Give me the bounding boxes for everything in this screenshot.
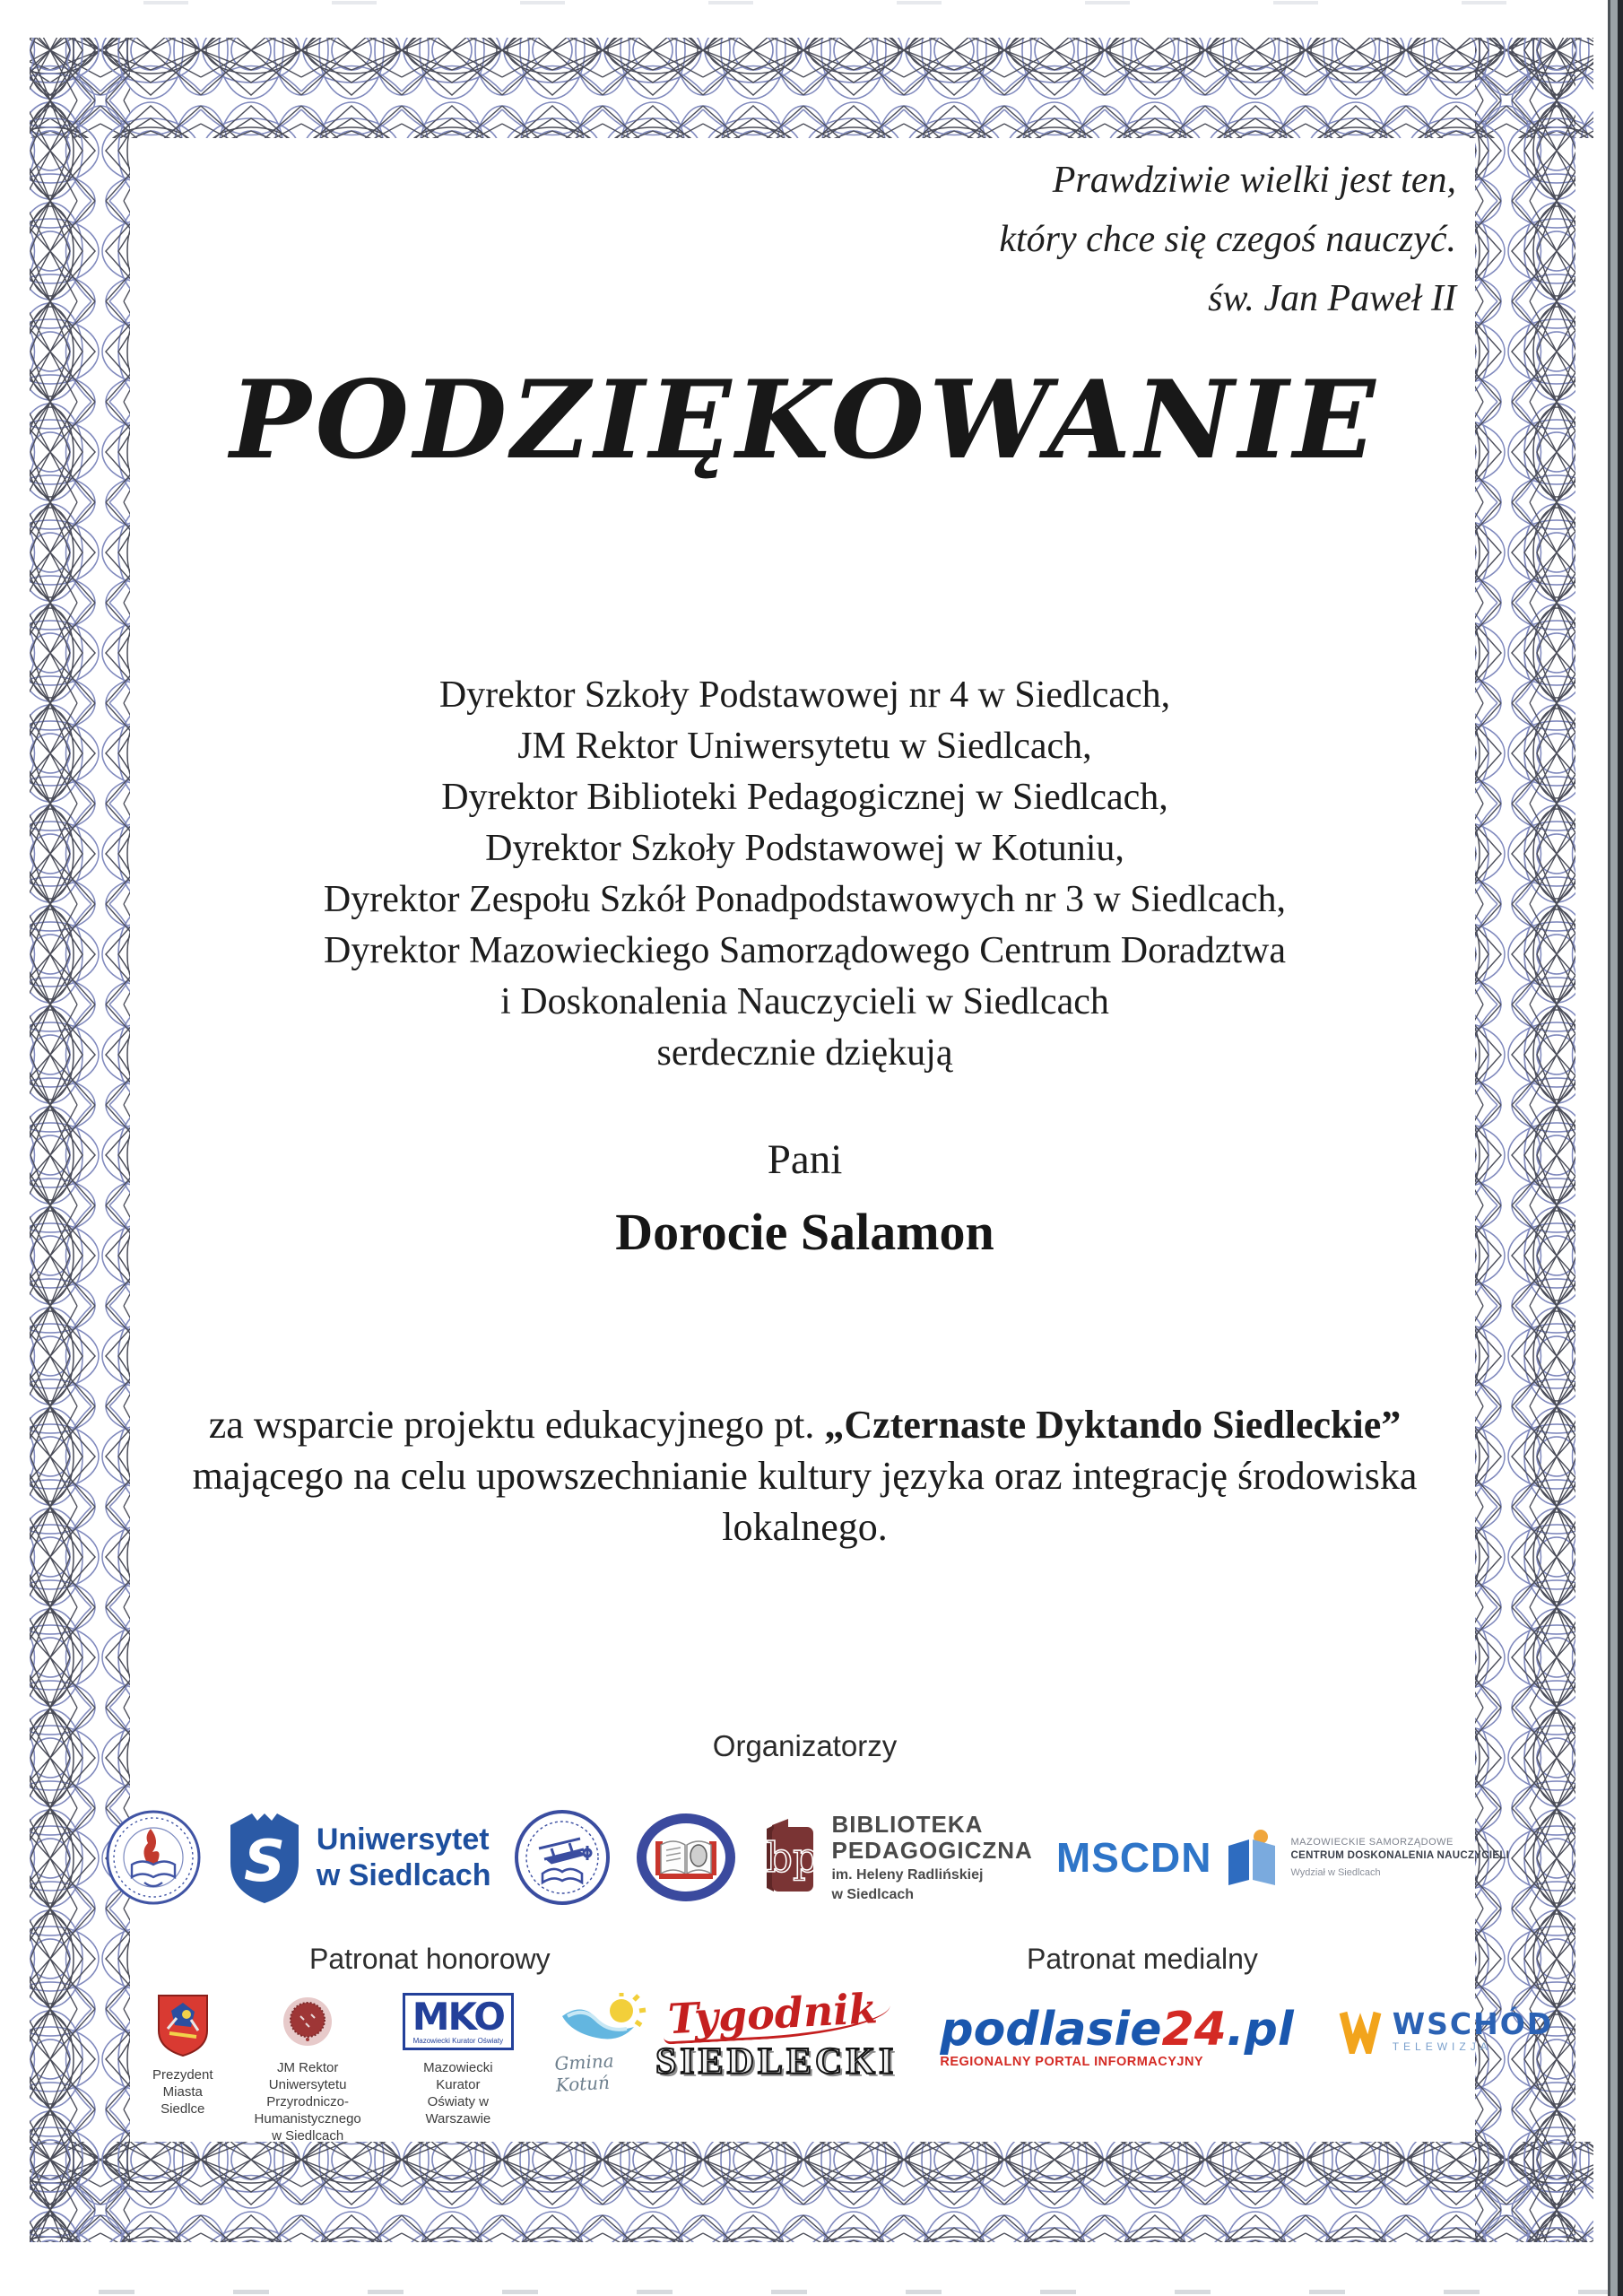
recipient-name: Dorocie Salamon: [615, 1203, 994, 1261]
dedication-paragraph: [143, 1399, 1466, 1552]
university-wordmark: Uniwersytet w Siedlcach: [316, 1822, 491, 1892]
university-siedlce-logo: [225, 1809, 491, 1906]
siedlecki-wordmark: SIEDLECKI: [655, 2041, 898, 2083]
issuer-line: Dyrektor Szkoły Podstawowej w Kotuniu,: [485, 828, 1124, 869]
podlasie24-wordmark: podlasie24.pl: [940, 2003, 1294, 2057]
media-patronage-heading: Patronat medialny: [1027, 1943, 1258, 1975]
gmina-kotun-patron: [553, 1993, 655, 2096]
library-monogram: bp: [767, 1833, 820, 1882]
quote-line-2: który chce się czegoś nauczyć.: [999, 219, 1456, 260]
honorary-patrons-group: [152, 1993, 655, 2144]
uph-rector-patron: [255, 1993, 361, 2144]
kotun-seal-icon: [514, 1809, 611, 1906]
tygodnik-wordmark: Tygodnik: [662, 1987, 891, 2044]
recipient-salutation: Pani: [767, 1136, 843, 1183]
mko-inner-caption: Mazowiecki Kurator Oświaty: [412, 2037, 504, 2045]
honorary-patronage-heading: Patronat honorowy: [309, 1943, 551, 1975]
dedication-suffix: mającego na celu upowszechnianie kultury języka oraz integrację środowiska lokalnego.: [192, 1454, 1418, 1549]
mscdn-wordmark: MSCDN: [1055, 1834, 1212, 1881]
organizers-heading: Organizatorzy: [712, 1729, 898, 1762]
wschod-wordmark: WSCHÓD: [1392, 2005, 1554, 2041]
quote-attribution: św. Jan Paweł II: [1208, 278, 1456, 319]
patrons-logos-row: [152, 1984, 1554, 2144]
issuer-line: Dyrektor Mazowieckiego Samorządowego Centrum Doradztwa: [324, 930, 1286, 971]
sp4-seal-icon: [105, 1809, 202, 1906]
issuer-line: JM Rektor Uniwersytetu w Siedlcach,: [517, 726, 1092, 767]
issuer-line: Dyrektor Zespołu Szkół Ponadpodstawowych nr 3 w Siedlcach,: [323, 879, 1287, 920]
organizers-logos-row: [135, 1787, 1510, 1928]
mko-patron: [403, 1993, 514, 2127]
issuer-line: i Doskonalenia Nauczycieli w Siedlcach: [500, 981, 1109, 1022]
siedlce-mayor-patron: [152, 1993, 213, 2118]
issuers-block: [135, 670, 1475, 1079]
uph-seal-icon: [279, 1993, 336, 2050]
certificate-title: PODZIĘKOWANIE: [230, 357, 1380, 483]
quote-line-1: Prawdziwie wielki jest ten,: [1052, 160, 1456, 201]
patron-caption: Mazowiecki Kurator Oświaty w Warszawie: [423, 2060, 493, 2126]
issuer-line: serdecznie dziękują: [656, 1032, 953, 1074]
mko-wordmark: MKO: [412, 1995, 504, 2039]
university-monogram: S: [243, 1829, 285, 1895]
library-wordmark: BIBLIOTEKA PEDAGOGICZNA im. Heleny Radlińskiej w Siedlcach: [831, 1811, 1033, 1902]
pedagogical-library-logo: [761, 1812, 1032, 1903]
border-top-band: [30, 38, 1593, 138]
epigraph-quote: [999, 151, 1456, 328]
patron-caption: Prezydent Miasta Siedlce: [152, 2067, 213, 2117]
border-bottom-band: [30, 2142, 1593, 2242]
patron-caption: JM Rektor Uniwersytetu Przyrodniczo-Humanistycznego w Siedlcach: [254, 2060, 361, 2144]
media-patrons-group: [655, 1984, 1554, 2083]
podlasie24-logo: [940, 2005, 1293, 2069]
tygodnik-siedlecki-logo: [655, 1984, 898, 2083]
wschod-w-icon: [1337, 2007, 1384, 2054]
zs3-seal-icon: [634, 1811, 738, 1904]
border-left-band: [30, 38, 130, 2242]
project-title: „Czternaste Dyktando Siedleckie”: [824, 1403, 1402, 1447]
scan-artifact-right-edge: [1608, 0, 1623, 2296]
wschod-tagline: TELEWIZJA: [1392, 2039, 1492, 2053]
mko-logo: [403, 1993, 514, 2050]
university-shield-icon: [225, 1809, 304, 1906]
border-right-band: [1475, 38, 1575, 2242]
mscdn-caption: MAZOWIECKIE SAMORZĄDOWE CENTRUM DOSKONALENIA NAUCZYCIELI Wydział w Siedlcach: [1290, 1836, 1510, 1878]
siedlce-coat-of-arms-icon: [155, 1993, 211, 2057]
kotun-school-seal-logo: [514, 1809, 611, 1906]
mscdn-logo: [1056, 1828, 1509, 1887]
issuer-line: Dyrektor Szkoły Podstawowej nr 4 w Siedlcach,: [438, 674, 1171, 716]
library-book-icon: [761, 1816, 819, 1899]
patron-caption: Gmina Kotuń: [553, 2049, 615, 2096]
gmina-kotun-icon: [555, 1993, 655, 2048]
sp4-school-seal-logo: [105, 1809, 202, 1906]
scan-artifact-top: [0, 1, 1608, 4]
podlasie24-tagline: REGIONALNY PORTAL INFORMACYJNY: [940, 2055, 1204, 2069]
zs3-school-seal-logo: [634, 1811, 738, 1904]
mscdn-book-icon: [1225, 1828, 1279, 1887]
dedication-prefix: za wsparcie projektu edukacyjnego pt.: [208, 1403, 825, 1447]
scan-artifact-bottom: [0, 2290, 1608, 2294]
issuer-line: Dyrektor Biblioteki Pedagogicznej w Siedlcach,: [441, 777, 1168, 818]
wschod-tv-logo: [1337, 2007, 1553, 2054]
wschod-texts: [1392, 2005, 1554, 2053]
